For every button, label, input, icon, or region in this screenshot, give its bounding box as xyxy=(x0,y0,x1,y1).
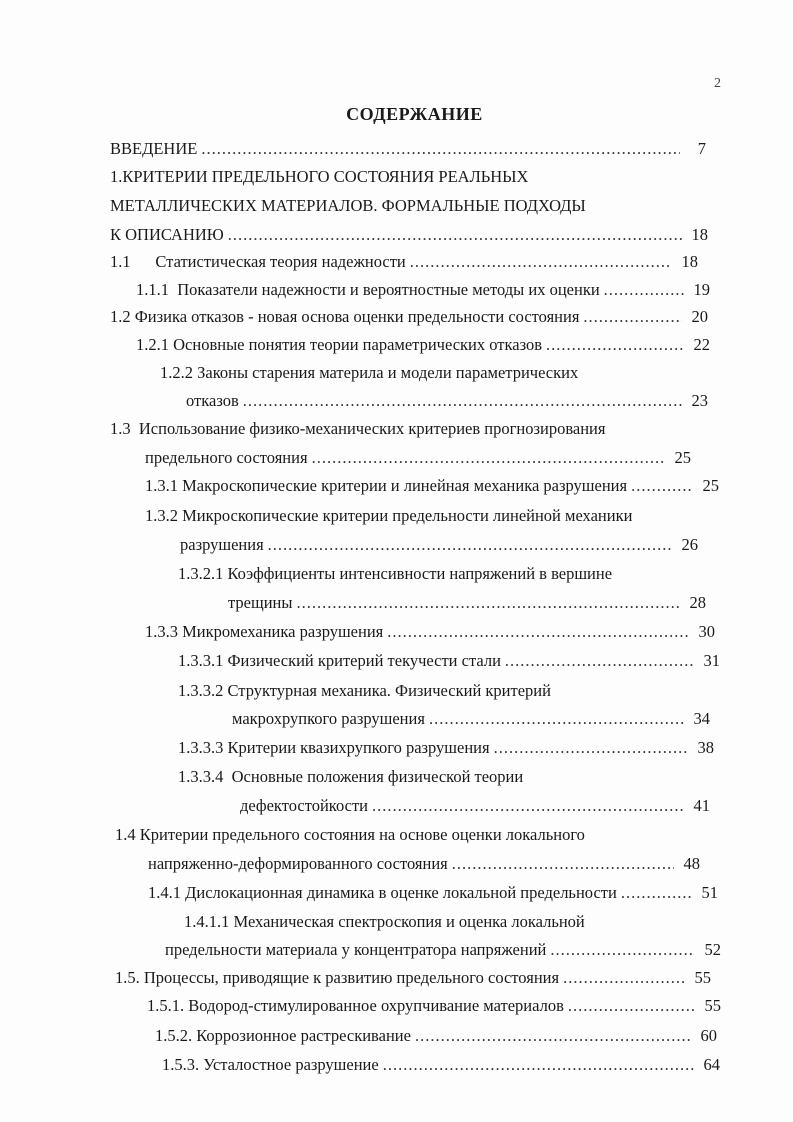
toc-entry-1-3-1: 1.3.1 Макроскопические критерии и линейная механика разрушения ..... 25 xyxy=(145,475,719,497)
toc-entry-1-3-3: 1.3.3 Микромеханика разрушения ..... 30 xyxy=(145,621,715,643)
toc-entry-1-1: 1.1 Статистическая теория надежности ..... 18 xyxy=(110,251,698,273)
toc-entry-1-3-3-4-line-2: дефектостойкости ..... 41 xyxy=(240,795,710,817)
toc-entry-1-4-1-1-line-2: предельности материала у концентратора напряжений ..... 52 xyxy=(165,939,721,961)
toc-entry-chapter-1-line-3: К ОПИСАНИЮ ..... 18 xyxy=(110,224,708,246)
toc-entry-1-5-1: 1.5.1. Водород-стимулированное охрупчивание материалов ..... 55 xyxy=(147,995,721,1017)
toc-entry-1-1-1: 1.1.1 Показатели надежности и вероятностные методы их оценки ..... 19 xyxy=(136,279,710,301)
toc-entry-1-3-3-4-line-1: 1.3.3.4 Основные положения физической теории xyxy=(178,767,524,786)
toc-entry-1-4-1-1-line-1: 1.4.1.1 Механическая спектроскопия и оценка локальной xyxy=(184,912,585,931)
toc-entry-1-3-line-1: 1.3 Использование физико-механических критериев прогнозирования xyxy=(110,419,606,438)
toc-entry-1-3-3-1: 1.3.3.1 Физический критерий текучести стали ..... 31 xyxy=(178,650,720,672)
toc-entry-1-3-2-1-line-2: трещины ..... 28 xyxy=(228,592,706,614)
toc-entry-1-3-2-1-line-1: 1.3.2.1 Коэффициенты интенсивности напряжений в вершине xyxy=(178,564,613,583)
toc-entry-1-2-1: 1.2.1 Основные понятия теории параметрических отказов ..... 22 xyxy=(136,334,710,356)
toc-entry-1-2-2-line-1: 1.2.2 Законы старения материла и модели параметрических xyxy=(160,363,579,382)
toc-entry-chapter-1-line-1: 1.КРИТЕРИИ ПРЕДЕЛЬНОГО СОСТОЯНИЯ РЕАЛЬНЫХ xyxy=(110,167,529,186)
toc-entry-1-4-1: 1.4.1 Дислокационная динамика в оценке локальной предельности ..... 51 xyxy=(148,882,718,904)
toc-entry-1-3-3-2-line-1: 1.3.3.2 Структурная механика. Физический критерий xyxy=(178,681,551,700)
toc-entry-1-4-line-1: 1.4 Критерии предельного состояния на основе оценки локального xyxy=(115,825,585,844)
page-number: 2 xyxy=(714,76,721,91)
toc-entry-chapter-1-line-2: МЕТАЛЛИЧЕСКИХ МАТЕРИАЛОВ. ФОРМАЛЬНЫЕ ПОДХОДЫ xyxy=(110,196,586,215)
toc-entry-1-3-2-line-1: 1.3.2 Микроскопические критерии предельности линейной механики xyxy=(145,506,633,525)
toc-entry-1-5: 1.5. Процессы, приводящие к развитию предельного состояния ..... 55 xyxy=(115,967,711,989)
toc-entry-1-3-3-2-line-2: макрохрупкого разрушения ..... 34 xyxy=(232,708,710,730)
toc-entry-1-3-2-line-2: разрушения ..... 26 xyxy=(180,534,698,556)
toc-entry-1-2-2-line-2: отказов ..... 23 xyxy=(186,390,708,412)
toc-entry-1-4-line-2: напряженно-деформированного состояния ..... 48 xyxy=(148,853,700,875)
toc-entry-1-3-3-3: 1.3.3.3 Критерии квазихрупкого разрушения ..... 38 xyxy=(178,737,714,759)
toc-title: СОДЕРЖАНИЕ xyxy=(346,104,483,124)
toc-entry-1-5-2: 1.5.2. Коррозионное растрескивание ..... 60 xyxy=(155,1025,717,1047)
toc-entry-1-2: 1.2 Физика отказов - новая основа оценки предельности состояния ..... 20 xyxy=(110,306,708,328)
toc-entry-1-5-3: 1.5.3. Усталостное разрушение ..... 64 xyxy=(162,1054,720,1076)
toc-entry-introduction: ВВЕДЕНИЕ ..... 7 xyxy=(110,138,706,160)
toc-entry-1-3-line-2: предельного состояния ..... 25 xyxy=(145,447,691,469)
